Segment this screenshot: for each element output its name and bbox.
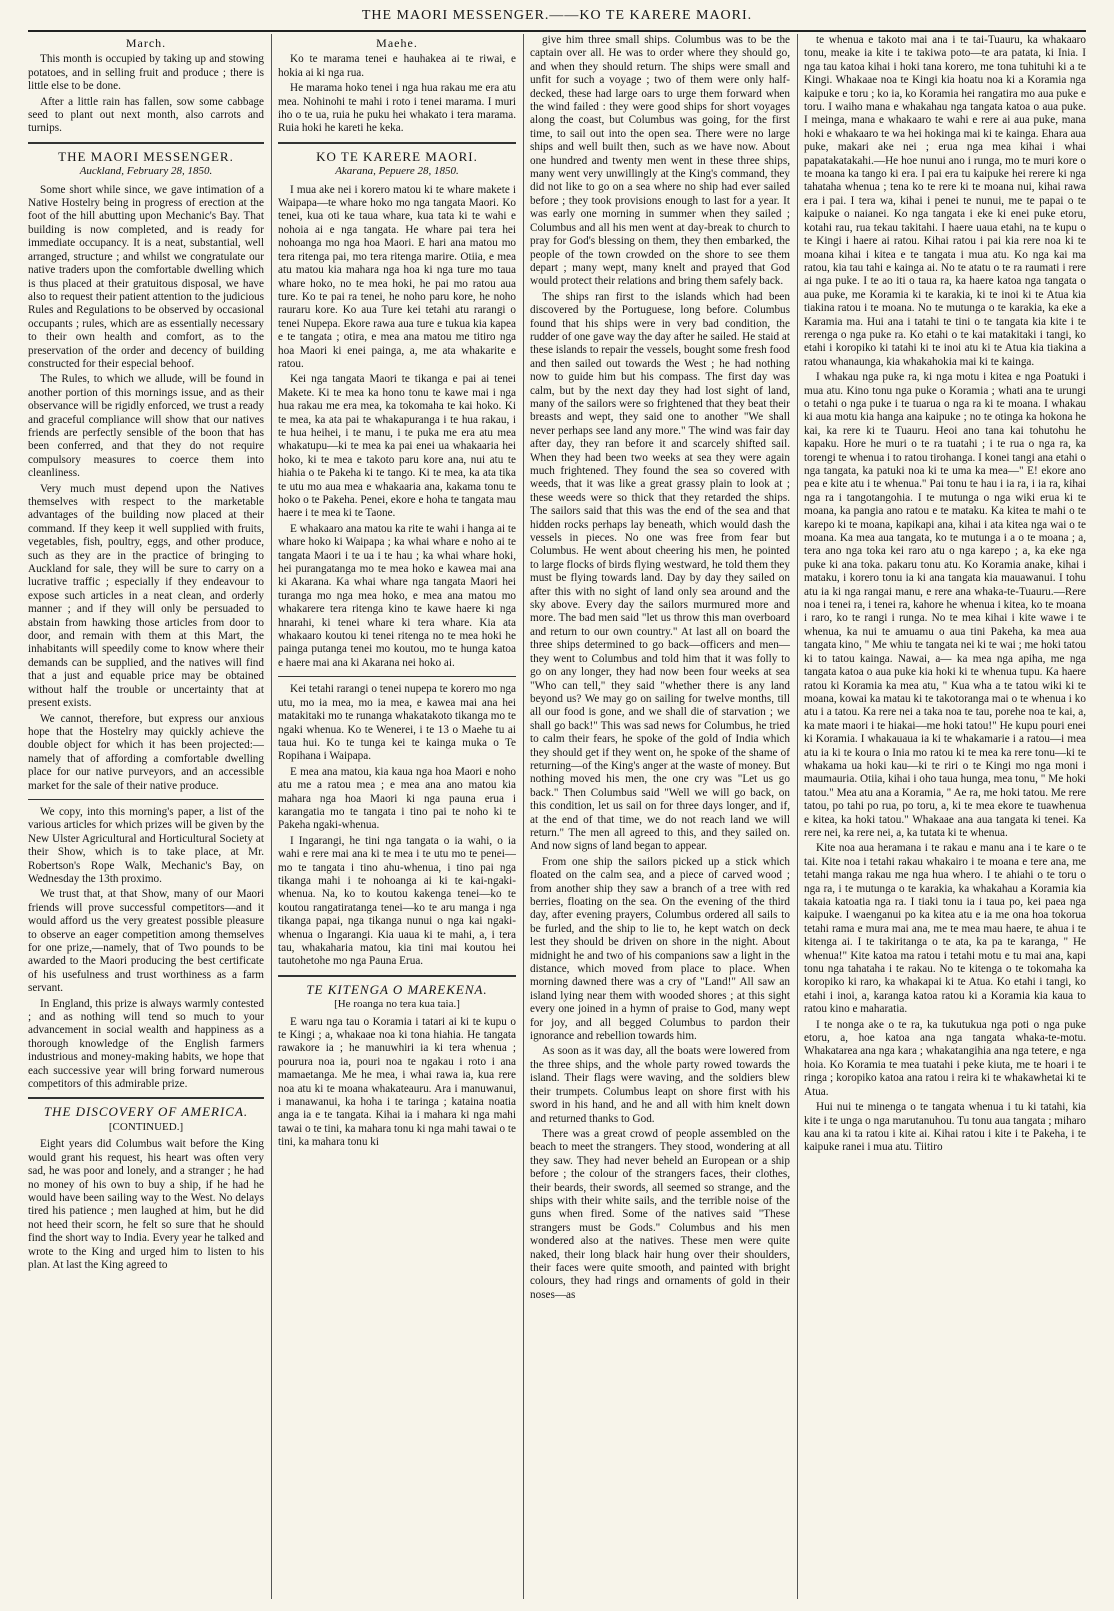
story-paragraph: E waru nga tau o Koramia i tatari ai ki te kupu o te Kingi ; a, whakaae noa ki tona hiahia. He tangata rawakore ia ; he manuwhiri ia ki tera whenua ; pourura noa ia, pouri noa te ngakau i roto i ana mamaetanga. Me he mea, i whai rawa ia, kua rere noa atu ki te moana whakateauru. Ara i manuwanui, i manawanui, ka hoha i te taringa ; kataina noatia anga ia e te tangata. Kihai ia i mahara ki nga mahi tawai o te tini, ka mahara tonu ki nga mahi tawai o te tini, ka mahara tonu ki — [278, 1015, 516, 1149]
article-paragraph: We trust that, at that Show, many of our Maori friends will prove successful competitors—and it would afford us the very greatest possible pleasure to observe an eager competition among themselves for one prize,—namely, that of Two pounds to be awarded to the Maori producing the best certificate of his usefulness and trust worthiness as a farm servant. — [28, 888, 264, 995]
story-subtitle: [He roanga no tera kua taia.] — [334, 998, 460, 1011]
column-rule — [523, 34, 524, 1599]
month-heading: Maehe. — [376, 36, 418, 50]
story-paragraph: I te nonga ake o te ra, ka tukutukua nga poti o nga puke etoru, a, hoe katoa ana nga tangata whaka-te-motu. Whakatarea ana nga kara ; whakatangihia ana nga tetere, e nga hoia. Ko Koramia te mea tuatahi i peke kiuta, me te hoari i te ringa ; koropiko katoa ana ratou i reira ki te whakawhetai ki te Atua. — [804, 1018, 1086, 1098]
story-paragraph: Eight years did Columbus wait before the King would grant his request, his heart was often very sad, he was poor and lonely, and a stranger ; he had no money of his own to buy a ship, if he had he would have been sailing way to the West. No delays tired his patience ; men laughed at him, but he did not heed their scorn, he felt so sure that he should find the short way to India. Every year he talked and wrote to the King and urged him to listen to his plan. At last the King agreed to — [28, 1138, 264, 1271]
article-paragraph: Some short while since, we gave intimation of a Native Hostelry being in progress of erection at the foot of the hill abutting upon Mechanic's Bay. That building is now completed, and is ready for immediate occupancy. It is a neat, substantial, well arranged, structure ; and whilst we congratulate our native traders upon the comfortable dwelling which is thus placed at their gratuitous disposal, we have also to request their patient attention to the judicious Rules and Regulations to be observed by occasional occupants ; rules, which are as essentially necessary to their own health and comfort, as to the preservation of the order and decency of building constructed for their especial behoof. — [28, 183, 264, 370]
column-english-story — [530, 34, 790, 1603]
article-paragraph: I mua ake nei i korero matou ki te whare makete i Waipapa—te whare hoko mo nga tangata Maori. Ko tenei, kua oti ke taua whare, kua tata ki te wahi e nohoia ai e nga tangata. He whare pai tera hei nohoanga mo nga hoa Maori. E hari ana matou mo tera ritenga pai, mo tera ritenga marire. Otiia, e mea atu matou kia mahara nga hoa ki nga ture mo taua whare hoko, no te mea hoki, he pai mo ratou aua ture. Ko te pai ra tenei, he noho paru kore, he noho rauraru kore. Ko aua Ture kei tetahi atu rarangi o tenei Nupepa. Ekore rawa aua ture e tukua kia kapea e te tangata ; otira, e mea ana matou me titiro nga hoa Maori ki enei painga, a, me ata whakarite e ratou. — [278, 183, 516, 370]
article-paragraph: In England, this prize is always warmly contested ; and as nothing will tend so much to your advancement in social wealth and happiness as a thorough knowledge of the English farmers industrious and money-making habits, we hope that each successive year will bring forward numerous competitors of this admirable prize. — [28, 997, 264, 1091]
article-paragraph: E mea ana matou, kia kaua nga hoa Maori e noho atu me a ratou mea ; e mea ana ano matou kia mahara nga hoa Maori ki nga pauna erua i karangatia mo te tangata i tino pai te noho ki te Pakeha ngaki-whenua. — [278, 765, 516, 832]
story-paragraph: Hui nui te minenga o te tangata whenua i tu ki tatahi, kia kite i te unga o nga marutanuhou. Tu tonu aua tangata ; miharo kau ana ki ta ratou i kite ai. Kihai ratou i kite i te Pakeha, i te kaipuke ranei i mua atu. Tiitiro — [804, 1101, 1086, 1154]
story-subtitle: [CONTINUED.] — [108, 1120, 184, 1133]
story-title: TE KITENGA O MAREKENA. — [306, 981, 488, 997]
article-paragraph: Kei nga tangata Maori te tikanga e pai ai tenei Makete. Ki te mea ka hono tonu te kawe mai i nga hua rakau me era mea, ka tokomaha te kai hoko. Ki te mea, ka ata pai te whakapuranga i te hua rakau, i te hua heihei, i te manu, i te puka me era atu mea whakatupu—ki te mea ka pai enei ua whakaaria hei hoko, ki te mea e takoto paru kore ana, nui atu te hiahia o te Pakeha ki te tango. Ki te mea, ka ata tika te utu mo aua mea e whakaaria ana, kakama tonu te hoko o te Pakeha. Penei, ekore e hoha te tangata mau haere i te mea ki te Taone. — [278, 373, 516, 520]
month-paragraph: This month is occupied by taking up and stowing potatoes, and in selling fruit and produce ; there is little else to be done. — [28, 53, 264, 93]
divider — [278, 142, 516, 144]
column-maori-editorial — [278, 34, 516, 1603]
divider — [28, 142, 264, 144]
column-english-editorial — [28, 34, 264, 1603]
article-paragraph: E whakaaro ana matou ka rite te wahi i hanga ai te whare hoko ki Waipapa ; ka whai whare e noho ai te tangata Maori i te ua i te hau ; ka whai whare hoki, hei purangatanga mo te mea hoko e kawea mai ana ki Akarana. Ka whai whare nga tangata Maori hei turanga mo nga mea hoko, e mea ana matou mo whakarere tera ritenga kino te kawe haere ki nga hnarahi, ki tenei whare ki tera whare. Kia ata whakaaro koutou ki tenei ritenga no te mea hoki he painga putanga tenei mo koutou, mo te hunga katoa e haere mai ana ki Akarana nei hoko ai. — [278, 522, 516, 669]
story-paragraph: The ships ran first to the islands which had been discovered by the Portuguese, long before. Columbus found that his ships were in very bad condition, the rudder of one gave way the day after he sailed. He staid at these islands to repair the vessels, bought some fresh food and then sailed out towards the West ; he had nothing now to guide him but his compass. The first day was calm, but by the next day they had lost sight of land, many of the sailors were so frightened that they beat their breasts and wept, they said one to another "We shall never perhaps see land any more." The wind was fair day after day, they ran before it and scarcely shifted sail. When they had been two weeks at sea they were again much frightened. They found the sea so covered with weeds, that it was like a great grassy plain to look at ; these weeds were so thick that they retarded the ships. The sailors said that this was the end of the sea and that hidden rocks perhaps lay beneath, which would dash the vessels in pieces. No one was free from fear but Columbus. He went about cheering his men, he pointed to large flocks of birds flying westward, he told them they must be flying towards land. Day by day they sailed on after this with no sight of land only sea around and the sky above. Every day the sailors murmured more and more. The bad men said "let us throw this man overboard and return to our own country." At last all on board the three ships determined to go back—officers and men—they went to Columbus and told him that it was folly to go on any longer, they had now been four weeks at sea "Who can tell," they said "whether there is any land beyond us? We may go on sailing for twelve months, till all our food is gone, and we shall die of starvation ; we shall go back!" This was sad news for Columbus, he tried to calm their fears, he spoke of the gold of India which they should get if they went on, he spoke of the shame of returning—of the King's anger at the waste of money. But nothing moved his men, the one cry was "Let us go back." Then Columbus said "Well we will go back, on this condition, let us sail on for three days longer, and if, at the end of that time, we do not reach land we will return." The men all agreed to this, and they sailed on. And now signs of land began to appear. — [530, 290, 790, 853]
column-rule — [271, 34, 272, 1599]
divider — [28, 799, 264, 800]
paper-title: THE MAORI MESSENGER. — [58, 148, 234, 164]
dateline: Auckland, February 28, 1850. — [79, 165, 213, 178]
article-paragraph: Very much must depend upon the Natives themselves with respect to the marketable advantages of the building now placed at their command. If they keep it well supplied with fruits, vegetables, fish, poultry, eggs, and other produce, such as they are in the practice of bringing to Auckland for sale, they will be sure to carry on a lucrative traffic ; especially if they endeavour to expose such articles in a neat clean, and orderly manner ; and if they will only be persuaded to abstain from hawking those articles from door to door, and remain with them at this Mart, the inhabitants will speedily come to know where their demands can be supplied, and the natives will find that a just and equable price may be obtained without half the trouble or uncertainty that at present exists. — [28, 482, 264, 710]
column-maori-story — [804, 34, 1086, 1603]
divider — [28, 1097, 264, 1099]
story-paragraph: Kite noa aua heramana i te rakau e manu ana i te kare o te tai. Kite noa i tetahi rakau whakairo i te moana e tere ana, me tetahi manga rakau me nga hua whero. I te ahiahi o te toru o nga ra, i te mutunga o te karakia, ka whakahau a Koramia kia takaia katoatia nga ra. I tiaki tonu ia i taua po, kei paea nga kaipuke. I waenganui po ka kitea atu e ia me ona hoa tokorua tetahi rama e mura mai ana, me te mea mau haere, te ahua i te kitenga ai. I te takiritanga o te ata, ka pa te karanga, " He whenua!" Kite katoa ma ratou i tetahi motu e tu mai ana, kapi tonu nga tahataha i te rakau. No te kitenga o te tokomaha ka koropiko ki raro, ka whakapai ki te Atua. Ko etahi i tangi, ko etahi i inoi, a, karanga katoa ratou ki a Koramia kia kaua to ratou kino e maharatia. — [804, 842, 1086, 1016]
story-title: THE DISCOVERY OF AMERICA. — [43, 1104, 249, 1120]
story-paragraph: te whenua e takoto mai ana i te tai-Tuauru, ka whakaaro tonu, meake ia kite i te takiwa poto—te ara patata, ki Inia. I nga tau katoa kihai i hoki tana korero, me tona tuhituhi ki a te Kingi. Whakaae noa te Kingi kia hoatu noa ki a Koramia nga kaipuke e toru ; ko ia, ko Koramia hei rangatira mo aua puke e toru. I waiho mana e whakahau nga tangata katoa o aua puke. I meinga, mana e whakaaro te wahi e rere ai aua puke, mana hoki e whakaaro te wa hei hokinga mai ki te kainga. Ehara aua puke, makari ake nei ; erua nga mea kihai i whai papatakatakahi.—He hoe nunui ano i runga, mo te muri kore o te moana ka tango ki era. I pai era tu kaipuke hei rerere ki nga tahataha whenua ; tena ko te rere ki te moana nui, kihai rawa era i pai. I tera wa, kihai i penei te nunui, me te papai o te kaipuke o naianei. Ko nga tangata i eke ki enei puke etoru, kotahi rau, rua tekau takitahi. I haere uaua etahi, na te kupu o te Kingi i haere ai ratou. Kihai ratou i pai kia rere noa ki te moana kihai i kitea e te tangata i mua atu. Ko nga kai ma ratou, kia tau tahi e kainga ai. No te atatu o te ra raumati i rere ai nga puke. I te ao iti o taua ra, ka haere katoa nga tangata o aua puke, me Koramia ki te karakia, ki te inoi ki te Atua kia tiakina ratou i te moana. No te mutunga o te karakia, ka eke a Karamia ma. Hui ana i tatahi te tini o te tangata kia kite i te rerenga o nga puke ra. Ko etahi o te kai matakitaki i tangi, ko etahi i koropiko ki tatahi ki te inoi atu ki te Atua kia tiakina a ratou whanaunga, kia whakahokia mai ki te kainga. — [804, 34, 1086, 368]
month-heading: March. — [125, 36, 167, 50]
divider — [278, 676, 516, 677]
dateline: Akarana, Pepuere 28, 1850. — [335, 165, 459, 178]
article-paragraph: I Ingarangi, he tini nga tangata o ia wahi, o ia wahi e rere mai ana ki te mea i te utu mo te penei—mo te tangata i tino ahu-whenua, i tino pai nga tikanga mahi i te nohoanga ai ki te kai-ngaki-whenua. Na, ko to koutou kakenga tenei—ko te koutou rangatiratanga tenei—ko te aru manga i nga tikanga papai, nga tikanga nunui o nga kai ngaki-whenua o Ingarangi. Kia uaua ki te mahi, a, i tera tau, whakaharia matou, kia tini mai koutou hei tautohetohe mo nga Pauna Erua. — [278, 834, 516, 968]
month-paragraph: He marama hoko tenei i nga hua rakau me era atu mea. Nohinohi te mahi i roto i tenei marama. I muri iho o te ua, ruia he puku hei whakato i tera marama. Ruia hoki he kareti he keka. — [278, 82, 516, 135]
article-paragraph: We cannot, therefore, but express our anxious hope that the Hostelry may quickly achieve the double object for which it has been projected:—namely that of affording a comfortable dwelling place for our native purveyors, and an accessible market for the sale of their native produce. — [28, 712, 264, 792]
story-paragraph: I whakau nga puke ra, ki nga motu i kitea e nga Poatuki i mua atu. Kino tonu nga puke o Koramia ; whati ana te urungi o tetahi o nga puke i te tuarua o nga ra ki te moana. I whakau ki aua motu kia hanga ana kaipuke ; no te otinga ka hokona he kai, ka rere ki te Tuauru. Heoi ano tana kai tohutohu he kapaku. Hore he muri o te ra tuatahi ; i te rua o nga ra, ka torengi te whenua i to ratou tirohanga. I konei tangi ana etahi o nga tangata, ka patuki noa ki te uma ka mea—" E! ekore ano pea e kite atu i te whenua." Pai tonu te hau i ia ra, i ia ra, kihai nga ra i tangotangohia. I te mutunga o nga wiki erua ki te moana, ka pangia ano ratou e te mataku. Ka kitea te mahi o te karepo ki te moana, kapikapi ana, kihai i ata kitea nga wai o te moana. Ka mea aua tangata, ko te mutunga i a o te moana ; a, tera ano nga toka kei raro atu o nga karepo ; a, ka eke nga puke ki ana toka. pakaru tonu atu. Ko Koramia anake, kihai i mataku, i korero tonu ia ki ana tangata kia mauawanui. I tohu atu ia ki nga rangai manu, e rere ana whaka-te-Tuauru.—Rere noa i tenei ra, i tenei ra, kahore he whenua i kitea, ko te moana i raro, ko te rangi i runga. No te mea kihai i kite wawe i te whenua, ka nui te amuamu o aua tini Pakeha, ka mea aua tangata kino, " Me whiu te tangata nei ki te wai ; me hoki tatou ki to tatou kainga. Nawai, a— ka mea nga apiha, me nga tangata katoa o aua puke kia hoki ki te whenua tupu. Ka haere ratou ki Koramia ka mea atu, " Kua wha a te tatou wiki ki te moana, kowai ka matau ki te takotoranga mai o te whenua i ko atu i a tatou. Ka rere nei a taka noa te tau, porehe noa te kai, a, ka mate maori i te hiakai—me hoki tatou!" He kupu pouri enei ki Koramia. I whakauaua ia ki te whakamarie i a ratou—i mea atu ia ki te koura o Inia mo ratou ki te mea ka rere tonu—ki te whakama ua hoki kau—ki te riri o te Kingi mo nga moni i maumauria. Otiia, kihai i oho taua hunga, mea tonu, " Me hoki tatou." Mea atu ana a Koramia, " Ae ra, me hoki tatou. Me rere tatou, po tahi po rua, po toru, a, ki te mea ekore te tuawhenua e kitea, ka hoki tatou." Whakaae ana aua tangata ki tenei. Ka rere nei, ka rere nei, a, ka tutata ki te whenua. — [804, 371, 1086, 839]
column-rule — [797, 34, 798, 1599]
masthead: THE MAORI MESSENGER.——KO TE KARERE MAORI. — [28, 8, 1086, 32]
divider — [278, 975, 516, 977]
story-paragraph: give him three small ships. Columbus was to be the captain over all. He was to order where they should go, and when they should return. The ships were small and unfit for such a voyage ; two of them were only half-decked, these had large oars to urge them forward when the wind failed : they were good ships for short voyages along the coast, but Columbus was going, for the first time, to sail out into the open sea. There were no large ships and well built then, such as we have now. About one hundred and twenty men went in these three ships, many went very unwillingly at the King's command, they did not like to go on a sea where no ship had ever sailed before ; they took provisions enough to last for a year. It was early one morning in summer when they sailed ; Columbus and all his men went at day-break to church to pray for God's blessing on them, they then embarked, the people of the town crowded on the shore to see them depart ; many wept, many knelt and prayed that God would protect their relations and bring them safely back. — [530, 34, 790, 288]
story-paragraph: As soon as it was day, all the boats were lowered from the three ships, and the whole party rowed towards the island. Their flags were waving, and the soldiers blew their trumpets. Columbus leapt on shore first with his sword in his hand, and he and all with him knelt down and returned thanks to God. — [530, 1045, 790, 1125]
story-paragraph: From one ship the sailors picked up a stick which floated on the calm sea, and a piece of carved wood ; from another ship they saw a branch of a tree with red berries, floating on the sea. On the evening of the third day, after evening prayers, Columbus ordered all sails to be furled, and the ship to lie to, he kept watch on deck lest they should be driven on shore in the night. About midnight he and two of his companions saw a light in the distance, which moved from place to place. When morning dawned there was a cry of "Land!" All saw an island lying near them with wooded shores ; at this sight every one joined in a hymn of praise to God, many wept for joy, and all begged Columbus to pardon their ignorance and rebellion towards him. — [530, 855, 790, 1043]
story-paragraph: There was a great crowd of people assembled on the beach to meet the strangers. They stood, wondering at all they saw. They had never beheld an European or a ship before ; the colour of the strangers faces, their clothes, their beards, their swords, all seemed so strange, and the ships with their white sails, and the terrible noise of the guns when fired. Some of the natives said "These strangers must be Gods." Columbus and his men wondered also at the natives. These men were quite naked, their long black hair hung over their shoulders, their faces were quite smooth, and painted with bright colours, they had rings and ornaments of gold in their noses—as — [530, 1127, 790, 1301]
paper-title: KO TE KARERE MAORI. — [316, 148, 478, 164]
article-paragraph: The Rules, to which we allude, will be found in another portion of this mornings issue, and as their observance will be rigidly enforced, we trust a ready and graceful compliance will show that our natives friends are perfectly sensible of the boon that has been conferred, and that they do not require compulsory measures to coerce them into cleanliness. — [28, 373, 264, 480]
month-paragraph: Ko te marama tenei e hauhakea ai te riwai, e hokia ai ki nga rua. — [278, 53, 516, 79]
article-paragraph: We copy, into this morning's paper, a list of the various articles for which prizes will be given by the New Ulster Agricultural and Horticultural Society at their Show, which is to take place, at Mr. Robertson's Rope Walk, Mechanic's Bay, on Wednesday the 13th proximo. — [28, 805, 264, 885]
month-paragraph: After a little rain has fallen, sow some cabbage seed to plant out next month, also carrots and turnips. — [28, 95, 264, 135]
article-paragraph: Kei tetahi rarangi o tenei nupepa te korero mo nga utu, mo ia mea, mo ia mea, e kawea mai ana hei matakitaki mo te runanga whakatakoto tikanga mo te ngaki whenua. Ko te Wenerei, i te 13 o Maehe tu ai taua hui. Ko te tunga kei te kainga muka o Te Ropihana i Waipapa. — [278, 683, 516, 763]
